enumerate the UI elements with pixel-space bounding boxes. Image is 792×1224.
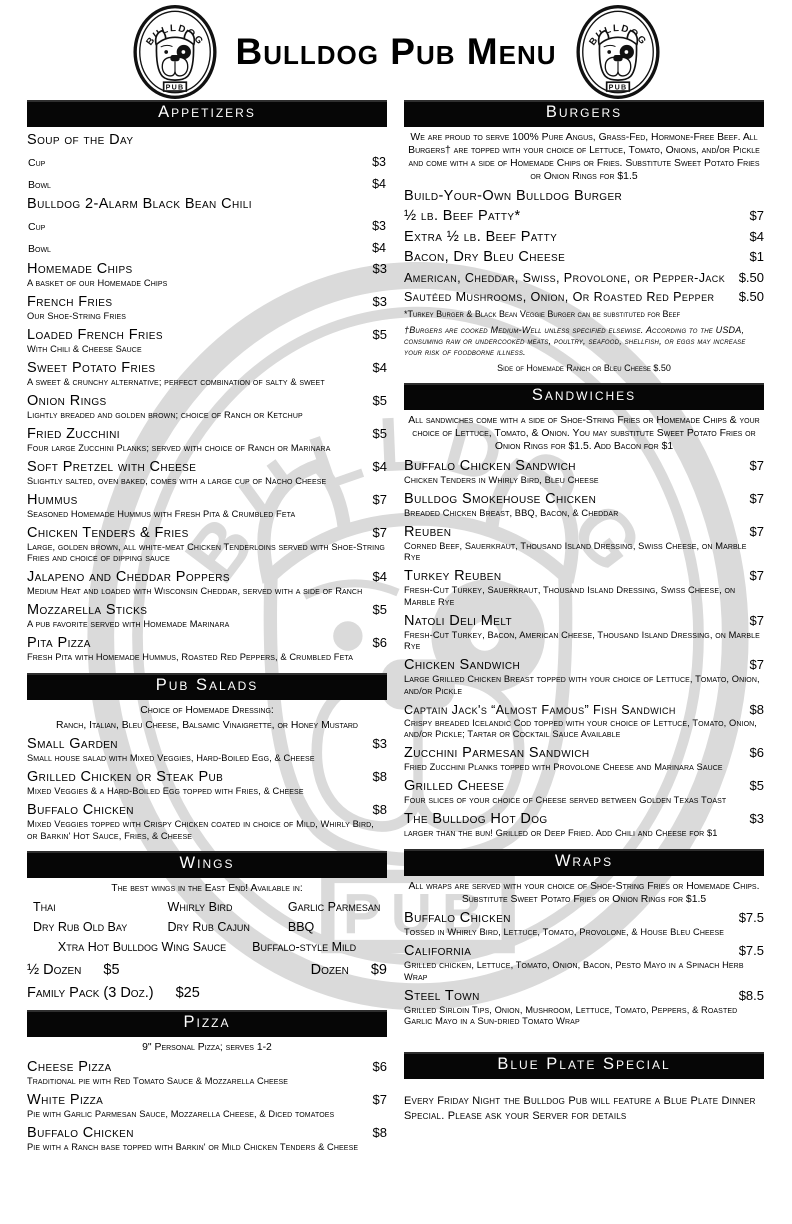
family-pack-price: $25: [175, 985, 200, 1001]
section-header-appetizers: Appetizers: [27, 100, 387, 127]
item-price: $7: [749, 523, 764, 539]
sub-price: $3: [372, 219, 386, 233]
item-price: $8.5: [738, 987, 764, 1003]
wings-flavor-row3: [27, 937, 387, 957]
wings-dozen: [311, 962, 387, 978]
item-row: [404, 745, 764, 761]
item-price: $5: [372, 602, 387, 617]
item-description: Corned Beef, Sauerkraut, Thousand Island Dressing, Swiss Cheese, on Marble Rye: [404, 540, 747, 562]
item-description: Fried Zucchini Planks topped with Provolone Cheese and Marinara Sauce: [404, 762, 723, 772]
item-description: Small house salad with Mixed Veggies, Hard-Boiled Egg, & Cheese: [27, 753, 315, 763]
wing-flavor: Buffalo-style Mild: [252, 940, 357, 954]
menu-item: [404, 988, 764, 1028]
item-row: [27, 132, 387, 148]
item-row: [404, 943, 764, 959]
item-name: Steel Town: [404, 987, 480, 1004]
menu-item: [404, 778, 764, 807]
section-header-wings: Wings: [27, 851, 387, 878]
item-subrow: [27, 212, 387, 234]
burgers-intro: We are proud to serve 100% Pure Angus, Grass-Fed, Hormone-Free Beef. All Burgers† are topped with your choice of Lettuce, Tomato, Onions, and/or Pickle and come with a side of Homemade Chips or Fries. Substitute Sweet Potato Fries or Onion Rings for $1.5: [408, 132, 760, 182]
item-row: [27, 769, 387, 785]
item-row: [404, 208, 764, 224]
page-title: Bulldog Pub Menu: [235, 30, 557, 72]
item-description: Medium Heat and loaded with Wisconsin Cheddar, served with a side of Ranch: [27, 586, 363, 596]
menu-item: [27, 393, 387, 422]
item-price: $7: [749, 490, 764, 506]
item-description: Fresh-Cut Turkey, Bacon, American Cheese, Thousand Island Dressing, on Marble Rye: [404, 629, 760, 651]
section-header-wraps: Wraps: [404, 849, 764, 876]
item-subrow: [27, 148, 387, 170]
sub-label: Bowl: [28, 243, 51, 255]
wing-flavor: Garlic Parmesan: [287, 900, 381, 914]
item-description: Large Grilled Chicken Breast topped with your choice of Lettuce, Tomato, Onion, and/or Pickle: [404, 674, 760, 696]
item-row: [27, 294, 387, 310]
item-row: [404, 229, 764, 245]
item-row: [27, 492, 387, 508]
item-row: [27, 569, 387, 585]
item-name: Chicken Tenders & Fries: [27, 524, 189, 541]
item-price: $1: [749, 249, 764, 264]
menu-item: [27, 459, 387, 488]
item-name: Buffalo Chicken: [404, 910, 511, 926]
item-description: Four large Zucchini Planks; served with choice of Ranch or Marinara: [27, 442, 331, 453]
item-price: $.50: [738, 289, 764, 304]
item-description: Crispy breaded Icelandic Cod topped with your choice of Lettuce, Tomato, Onion, and/or Pickle; Tartar or Cocktail Sauce Available: [404, 717, 757, 739]
item-row: [404, 657, 764, 673]
menu-item: [27, 360, 387, 389]
wings-half-dozen: [27, 962, 120, 978]
item-price: $7: [372, 1091, 387, 1107]
menu-item: [27, 736, 387, 765]
item-price: $7: [749, 457, 764, 473]
menu-header: [0, 0, 792, 98]
item-row: [404, 568, 764, 584]
menu-item: [27, 196, 387, 256]
item-row: [27, 602, 387, 618]
menu-item: [27, 1125, 387, 1154]
item-name: Grilled Cheese: [404, 778, 505, 794]
pub-salads-intro-line1: Choice of Homemade Dressing:: [140, 704, 274, 716]
menu-item: [404, 657, 764, 697]
item-row: [404, 524, 764, 540]
wing-flavor: Thai: [33, 900, 56, 914]
menu-item: [27, 1059, 387, 1088]
item-price: $5: [372, 392, 387, 408]
item-name: California: [404, 943, 472, 959]
item-row: [404, 188, 764, 204]
menu-item: [27, 635, 387, 664]
menu-item: [27, 769, 387, 798]
item-price: $6: [749, 745, 764, 760]
item-description: Seasoned Homemade Hummus with Fresh Pita & Crumbled Feta: [27, 508, 296, 519]
half-dozen-label: ½ Dozen: [27, 962, 82, 978]
item-name: Homemade Chips: [27, 260, 133, 277]
item-description: Mixed Veggies & a Hard-Boiled Egg topped with Fries, & Cheese: [27, 786, 304, 796]
menu-item: [27, 569, 387, 598]
burgers-side-note: Side of Homemade Ranch or Bleu Cheese $.50: [497, 363, 671, 373]
item-price: $6: [372, 1058, 387, 1074]
menu-item: [404, 811, 764, 840]
sub-price: $4: [372, 176, 386, 191]
pizza-intro: 9" Personal Pizza; serves 1-2: [142, 1042, 272, 1053]
item-description: Pie with a Ranch base topped with Barkin' or Mild Chicken Tenders & Cheese: [27, 1141, 359, 1152]
menu-item: [27, 132, 387, 192]
item-price: $4: [372, 569, 387, 584]
item-price: $7: [372, 524, 387, 540]
item-description: Slightly salted, oven baked, comes with a large cup of Nacho Cheese: [27, 475, 327, 486]
item-price: $7: [749, 657, 764, 672]
item-name: Loaded French Fries: [27, 326, 163, 343]
item-name: Turkey Reuben: [404, 568, 502, 584]
menu-item: [27, 261, 387, 290]
item-price: $4: [372, 458, 387, 474]
menu-item: [27, 492, 387, 521]
item-description: Breaded Chicken Breast, BBQ, Bacon, & Cheddar: [404, 507, 619, 518]
bulldog-logo-left-icon: [130, 5, 220, 99]
family-pack-label: Family Pack (3 Doz.): [27, 985, 154, 1001]
wings-price-row: [27, 962, 387, 978]
blue-plate-text: Every Friday Night the Bulldog Pub will feature a Blue Plate Dinner Special. Please ask your Server for details: [404, 1094, 756, 1122]
wing-flavor: Dry Rub Cajun: [167, 920, 250, 934]
item-price: $7: [749, 208, 764, 223]
item-row: [27, 360, 387, 376]
item-price: $5: [372, 326, 387, 342]
item-row: [404, 249, 764, 265]
item-price: $3: [372, 293, 387, 309]
menu-item: [404, 270, 764, 285]
wraps-intro: All wraps are served with your choice of Shoe-String Fries or Homemade Chips. Substitute Sweet Potato Fries or Onion Rings for $1.5: [408, 880, 760, 905]
menu-item: [404, 491, 764, 520]
item-subrow: [27, 170, 387, 192]
item-price: $7: [749, 612, 764, 628]
item-row: [404, 778, 764, 794]
item-price: $3: [372, 260, 387, 276]
section-header-pub-salads: Pub Salads: [27, 673, 387, 700]
wings-family-pack: [27, 985, 387, 1001]
menu-item: [404, 702, 764, 741]
item-row: [27, 426, 387, 442]
dozen-label: Dozen: [310, 962, 349, 978]
item-price: $7: [749, 568, 764, 583]
menu-item: [27, 602, 387, 631]
burgers-usda-note: †Burgers are cooked Medium-Well unless specified elsewise. According to the USDA, consuming raw or undercooked meats, poultry, seafood, shellfish, or eggs may increase your risk of foodborne illness.: [404, 325, 746, 357]
item-row: [27, 261, 387, 277]
item-name: Natoli Deli Melt: [404, 612, 513, 629]
item-row: [404, 811, 764, 827]
item-row: [27, 736, 387, 752]
item-row: [404, 702, 764, 717]
menu-item: [404, 524, 764, 564]
item-price: $6: [372, 635, 387, 650]
item-price: $5: [372, 425, 387, 441]
menu-item: [27, 294, 387, 323]
menu-item: [404, 910, 764, 939]
left-column: [27, 100, 387, 1153]
item-name: Captain Jack's “Almost Famous” Fish Sandwich: [404, 702, 676, 717]
item-price: $5: [749, 778, 764, 793]
item-name: Sautéed Mushrooms, Onion, Or Roasted Red Pepper: [404, 290, 715, 304]
section-header-burgers: Burgers: [404, 100, 764, 127]
item-row: [27, 635, 387, 651]
item-row: [404, 491, 764, 507]
item-name: Reuben: [404, 523, 452, 540]
item-description: Grilled chicken, Lettuce, Tomato, Onion, Bacon, Pesto Mayo in a Spinach Herb Wrap: [404, 960, 744, 982]
item-name: Soup of the Day: [27, 131, 134, 148]
item-name: Sweet Potato Fries: [27, 359, 156, 376]
item-price: $8: [372, 769, 387, 784]
item-price: $7: [372, 491, 387, 507]
item-name: Buffalo Chicken Sandwich: [404, 457, 576, 474]
item-price: $8: [372, 1124, 387, 1140]
wing-flavor: Xtra Hot Bulldog Wing Sauce: [57, 940, 227, 954]
item-price: $8: [372, 802, 387, 817]
item-row: [404, 458, 764, 474]
wings-intro: The best wings in the East End! Available in:: [111, 883, 303, 894]
item-description: Large, golden brown, all white-meat Chicken Tenderloins served with Shoe-String Fries and choice of dipping sauce: [27, 541, 385, 563]
item-row: [27, 327, 387, 343]
item-name: French Fries: [27, 293, 113, 310]
item-name: Hummus: [27, 491, 78, 508]
menu-item: [404, 458, 764, 487]
item-description: Pie with Garlic Parmesan Sauce, Mozzarella Cheese, & Diced tomatoes: [27, 1108, 335, 1119]
menu-item: [404, 943, 764, 983]
item-price: $4: [372, 359, 387, 375]
item-name: Buffalo Chicken: [27, 802, 134, 818]
burgers-substitution-note: *Turkey Burger & Black Bean Veggie Burger can be substituted for Beef: [404, 309, 681, 319]
item-description: A basket of our Homemade Chips: [27, 277, 168, 288]
item-row: [27, 802, 387, 818]
item-description: Our Shoe-String Fries: [27, 310, 127, 321]
item-name: Bacon, Dry Bleu Cheese: [404, 249, 566, 265]
menu-item: [27, 327, 387, 356]
item-description: Chicken Tenders in Whirly Bird, Bleu Cheese: [404, 474, 599, 485]
item-description: Four slices of your choice of Cheese served between Golden Texas Toast: [404, 795, 727, 805]
item-row: [27, 1125, 387, 1141]
menu-item: [27, 1092, 387, 1121]
item-description: A pub favorite served with Homemade Marinara: [27, 619, 230, 629]
item-price: $8: [749, 701, 764, 717]
item-name: Grilled Chicken or Steak Pub: [27, 769, 224, 785]
item-row: [404, 613, 764, 629]
item-row: [404, 988, 764, 1004]
right-column: [404, 100, 764, 1153]
item-name: Zucchini Parmesan Sandwich: [404, 745, 590, 761]
item-name: Onion Rings: [27, 392, 107, 409]
item-price: $.50: [738, 269, 764, 285]
item-name: The Bulldog Hot Dog: [404, 811, 548, 827]
sandwiches-intro: All sandwiches come with a side of Shoe-String Fries or Homemade Chips & your choice of Lettuce, Tomato, & Onion. You may substitute Sweet Potato Fries or Onion Rings for $1.5. Add Bacon for $1: [408, 415, 760, 452]
item-name: ½ lb. Beef Patty*: [404, 208, 521, 224]
item-name: Pita Pizza: [27, 635, 91, 651]
menu-item: [404, 568, 764, 608]
item-price: $4: [749, 228, 764, 244]
wing-flavor: Whirly Bird: [167, 900, 233, 914]
item-row: [27, 1092, 387, 1108]
wings-flavor-grid: [27, 897, 387, 937]
item-row: [27, 393, 387, 409]
item-name: Cheese Pizza: [27, 1058, 112, 1075]
item-description: Tossed in Whirly Bird, Lettuce, Tomato, Provolone, & House Bleu Cheese: [404, 927, 725, 937]
sub-price: $4: [372, 241, 386, 255]
item-name: Build-Your-Own Bulldog Burger: [404, 187, 623, 204]
sub-label: Cup: [28, 221, 46, 233]
section-header-pizza: Pizza: [27, 1010, 387, 1037]
item-name: Fried Zucchini: [27, 425, 120, 442]
item-row: [27, 196, 387, 212]
item-row: [404, 270, 764, 285]
item-name: Bulldog 2-Alarm Black Bean Chili: [27, 196, 252, 212]
item-price: $7.5: [738, 943, 764, 958]
item-description: larger than the bun! Grilled or Deep Fried. Add Chili and Cheese for $1: [404, 828, 718, 838]
menu-item: [404, 745, 764, 774]
menu-item: [404, 188, 764, 204]
half-dozen-price: $5: [103, 962, 120, 978]
item-row: [404, 910, 764, 926]
item-price: $3: [372, 736, 387, 751]
pub-salads-intro-line2: Ranch, Italian, Bleu Cheese, Balsamic Vinaigrette, or Honey Mustard: [56, 719, 358, 731]
menu-item: [27, 525, 387, 565]
menu-item: [404, 208, 764, 224]
item-description: Fresh Pita with Homemade Hummus, Roasted Red Peppers, & Crumbled Feta: [27, 652, 353, 662]
menu-item: [404, 289, 764, 304]
menu-item: [404, 613, 764, 653]
item-subrow: [27, 234, 387, 256]
item-name: Extra ½ lb. Beef Patty: [404, 228, 558, 245]
sub-price: $3: [372, 154, 386, 169]
item-name: Mozzarella Sticks: [27, 602, 148, 618]
wing-flavor: BBQ: [287, 920, 315, 934]
item-name: Buffalo Chicken: [27, 1124, 134, 1141]
item-name: Jalapeno and Cheddar Poppers: [27, 569, 230, 585]
wing-flavor: Dry Rub Old Bay: [33, 920, 128, 934]
item-description: A sweet & crunchy alternative; perfect combination of salty & sweet: [27, 376, 325, 387]
item-description: Traditional pie with Red Tomato Sauce & Mozzarella Cheese: [27, 1075, 289, 1086]
menu-item: [404, 249, 764, 265]
section-header-blue-plate-special: Blue Plate Special: [404, 1052, 764, 1079]
sub-label: Cup: [28, 156, 46, 169]
section-header-sandwiches: Sandwiches: [404, 383, 764, 410]
item-price: $7.5: [738, 910, 764, 925]
menu-item: [27, 802, 387, 842]
item-description: Mixed Veggies topped with Crispy Chicken coated in choice of Mild, Whirly Bird, or Barkin' Hot Sauce, Fries, & Cheese: [27, 819, 374, 841]
item-name: Chicken Sandwich: [404, 657, 521, 673]
item-description: Lightly breaded and golden brown; choice of Ranch or Ketchup: [27, 409, 303, 420]
item-row: [404, 289, 764, 304]
sub-label: Bowl: [28, 178, 51, 191]
item-row: [27, 525, 387, 541]
item-name: White Pizza: [27, 1091, 104, 1108]
bulldog-logo-right-icon: [573, 5, 663, 99]
item-description: With Chili & Cheese Sauce: [27, 343, 142, 354]
item-row: [27, 459, 387, 475]
item-description: Fresh-Cut Turkey, Sauerkraut, Thousand Island Dressing, Swiss Cheese, on Marble Rye: [404, 585, 736, 607]
menu-columns: [0, 98, 792, 1153]
menu-item: [27, 426, 387, 455]
item-description: Grilled Sirloin Tips, Onion, Mushroom, Lettuce, Tomato, Peppers, & Roasted Garlic Mayo in a Sun-dried Tomato Wrap: [404, 1004, 738, 1026]
item-price: $3: [749, 811, 764, 826]
item-name: Small Garden: [27, 736, 118, 752]
item-name: Soft Pretzel with Cheese: [27, 458, 197, 475]
item-row: [27, 1059, 387, 1075]
item-name: Bulldog Smokehouse Chicken: [404, 490, 597, 507]
menu-item: [404, 229, 764, 245]
item-name: American, Cheddar, Swiss, Provolone, or Pepper-Jack: [404, 270, 726, 285]
dozen-price: $9: [370, 962, 387, 978]
